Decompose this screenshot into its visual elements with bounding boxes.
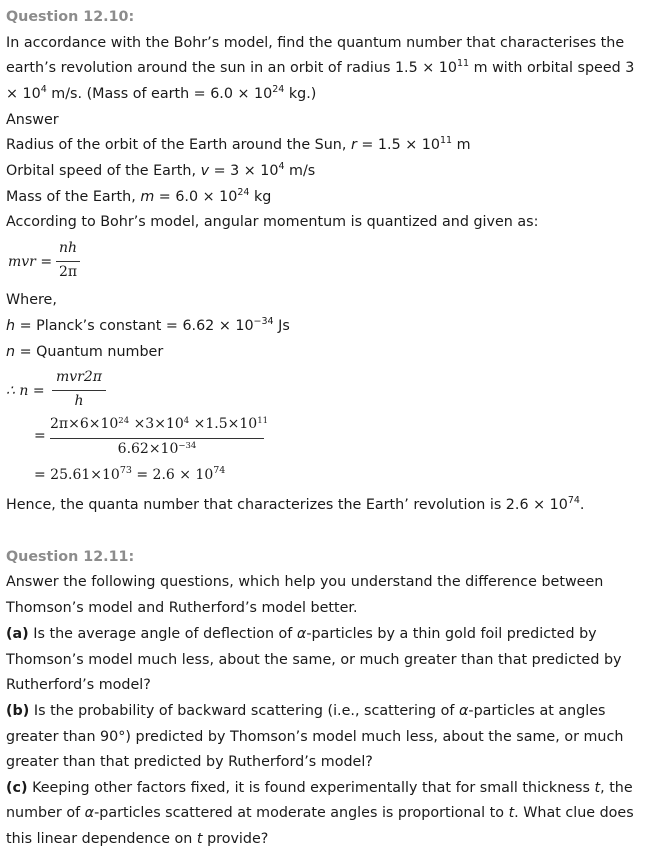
part-c-line: (c) Keeping other factors fixed, it is found experimentally that for small thickness t, the [6,780,633,796]
quantum-number-line: n = Quantum number [6,344,164,360]
fraction-bar [56,261,80,262]
part-a-line: Thomson’s model much less, about the same, or much greater than that predicted by [6,652,622,668]
radius-line: Radius of the orbit of the Earth around the Sun, $r = 1.5 \times 10^{11}$ m [6,135,471,153]
equation-lhs: ∴ n = [6,383,45,399]
fraction-numerator: mvr2π [56,369,102,385]
question-text-line: Answer the following questions, which help you understand the difference between [6,574,604,590]
part-b-line: (b) Is the probability of backward scattering (i.e., scattering of α-particles at angles [6,703,606,719]
question-text-line: earth’s revolution around the sun in an orbit of radius $1.5 \times 10^{11}$ m with orbital speed 3 [6,58,635,76]
part-b-line: greater than that predicted by Rutherford’s model? [6,754,373,770]
where-label: Where, [6,292,57,308]
part-b-line: greater than 90°) predicted by Thomson’s model much less, about the same, or much [6,729,624,745]
equation-fraction [50,414,269,460]
fraction-denominator: h [74,393,84,409]
part-c-line: number of α-particles scattered at moderate angles is proportional to t. What clue does [6,805,634,821]
part-a-line: Rutherford’s model? [6,677,151,693]
planck-line: h = Planck’s constant = $6.62 \times 10^{-34}$ Js [6,316,290,334]
question-heading-12-11: Question 12.11: [6,549,135,565]
equation-fraction [56,240,80,284]
part-c-line: this linear dependence on t provide? [6,831,269,847]
question-text-line: Thomson’s model and Rutherford’s model better. [6,600,358,616]
fraction-denominator: $6.62\times 10^{-34}$ [117,441,197,457]
bohr-statement: According to Bohr’s model, angular momentum is quantized and given as: [6,214,539,230]
equals-sign: = [34,428,46,444]
fraction-numerator: $2\pi\times 6\times 10^{24} \times 3\times 10^4 \times 1.5\times 10^{11}$ [50,416,269,432]
equation-lhs: mvr = [8,254,53,270]
mass-line: Mass of the Earth, $m = 6.0 \times 10^{24}$ kg [6,187,272,205]
conclusion-line: Hence, the quanta number that characterizes the Earth’ revolution is $2.6 \times 10^{74}$. [6,495,585,513]
question-heading-12-10: Question 12.10: [6,9,135,25]
fraction-bar [50,438,264,439]
fraction-numerator: nh [58,240,78,256]
answer-label: Answer [6,112,59,128]
question-text-line: × $10^4$ m/s. (Mass of earth = $6.0 \times 10^{24}$ kg.) [6,84,317,102]
speed-line: Orbital speed of the Earth, $v = 3 \times 10^4$ m/s [6,161,316,179]
part-a-line: (a) Is the average angle of deflection of α-particles by a thin gold foil predicted by [6,626,597,642]
equation-result: = $25.61\times 10^{73} = 2.6 \times 10^{74}$ [34,465,226,483]
fraction-bar [52,390,106,391]
fraction-denominator: 2π [58,264,78,280]
equation-fraction [52,369,106,413]
question-text-line: In accordance with the Bohr’s model, find the quantum number that characterises the [6,35,625,51]
